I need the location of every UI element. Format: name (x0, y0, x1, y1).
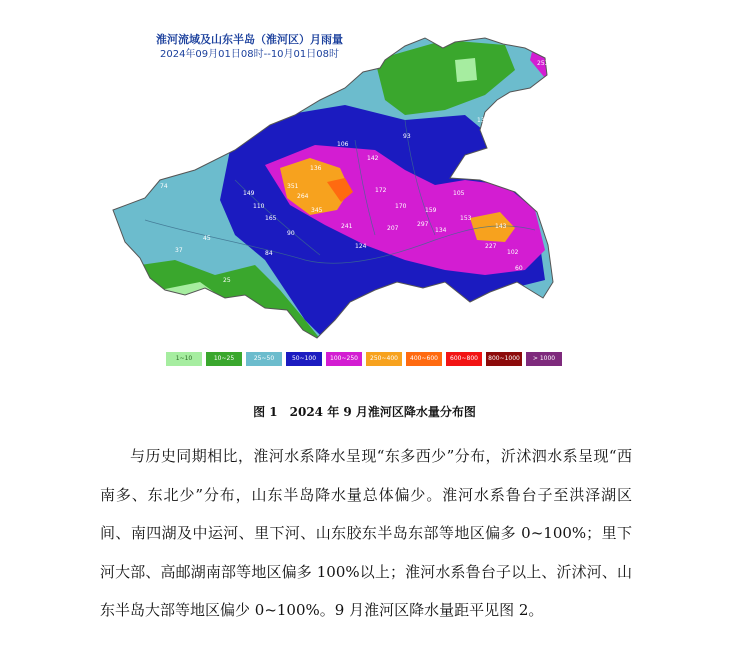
legend-item: 250~400 (366, 352, 402, 366)
station-value: 165 (265, 215, 277, 222)
zone-10-25-north (375, 40, 515, 115)
station-value: 84 (265, 250, 273, 257)
legend-item: 800~1000 (486, 352, 522, 366)
body-paragraph: 与历史同期相比，淮河水系降水呈现“东多西少”分布，沂沭泗水系呈现“西南多、东北少”分布，山东半岛降水量总体偏少。淮河水系鲁台子至洪泽湖区间、南四湖及中运河、里下河、山东胶东半岛东部等地区偏多 0~100%；里下河大部、高邮湖南部等地区偏多 100%以上；淮河水系鲁台子以上、沂沭河、山东半岛大部等地区偏少 0~100%。9 月淮河区降水量距平见图 2。 (100, 447, 632, 619)
station-value: 149 (243, 190, 255, 197)
station-value: 12 (200, 297, 208, 304)
legend-item: 25~50 (246, 352, 282, 366)
station-value: 60 (515, 265, 523, 272)
station-value: 124 (355, 243, 367, 250)
legend-item: 1~10 (166, 352, 202, 366)
legend-item: 600~800 (446, 352, 482, 366)
station-value: 202 (550, 50, 562, 57)
station-value: 106 (337, 141, 349, 148)
station-value: 264 (297, 193, 309, 200)
station-value: 241 (341, 223, 353, 230)
legend-item: 100~250 (326, 352, 362, 366)
station-value: 37 (175, 247, 183, 254)
legend-item: 400~600 (406, 352, 442, 366)
legend-item: > 1000 (526, 352, 562, 366)
station-value: 110 (253, 203, 265, 210)
station-value: 153 (460, 215, 472, 222)
station-value: 134 (435, 227, 447, 234)
station-value: 25 (223, 277, 231, 284)
station-value: 207 (387, 225, 399, 232)
station-value: 105 (453, 190, 465, 197)
station-value: 345 (311, 207, 323, 214)
station-value: 136 (310, 165, 322, 172)
station-value: 253 (537, 60, 549, 67)
zone-1-10-north (455, 58, 477, 82)
station-value: 227 (485, 243, 497, 250)
station-value: 172 (375, 187, 387, 194)
map-subtitle: 2024年09月01日08时--10月01日08时 (159, 49, 339, 60)
station-value: 93 (403, 133, 411, 140)
station-value: 74 (160, 183, 168, 190)
legend-item: 50~100 (286, 352, 322, 366)
station-value: 142 (367, 155, 379, 162)
station-value: 90 (287, 230, 295, 237)
station-value: 45 (203, 235, 211, 242)
station-value: 351 (287, 183, 299, 190)
station-value: 143 (495, 223, 507, 230)
map-legend (166, 352, 562, 366)
station-value: 170 (395, 203, 407, 210)
station-value: 132 (477, 117, 489, 124)
figure-caption: 图 1 2024 年 9 月淮河区降水量分布图 (253, 405, 476, 419)
rainfall-map (105, 20, 565, 345)
station-value: 102 (507, 249, 519, 256)
map-title-block (132, 32, 367, 62)
station-value: 297 (417, 221, 429, 228)
station-value: 159 (425, 207, 437, 214)
map-title: 淮河流域及山东半岛（淮河区）月雨量 (156, 33, 343, 46)
legend-item: 10~25 (206, 352, 242, 366)
